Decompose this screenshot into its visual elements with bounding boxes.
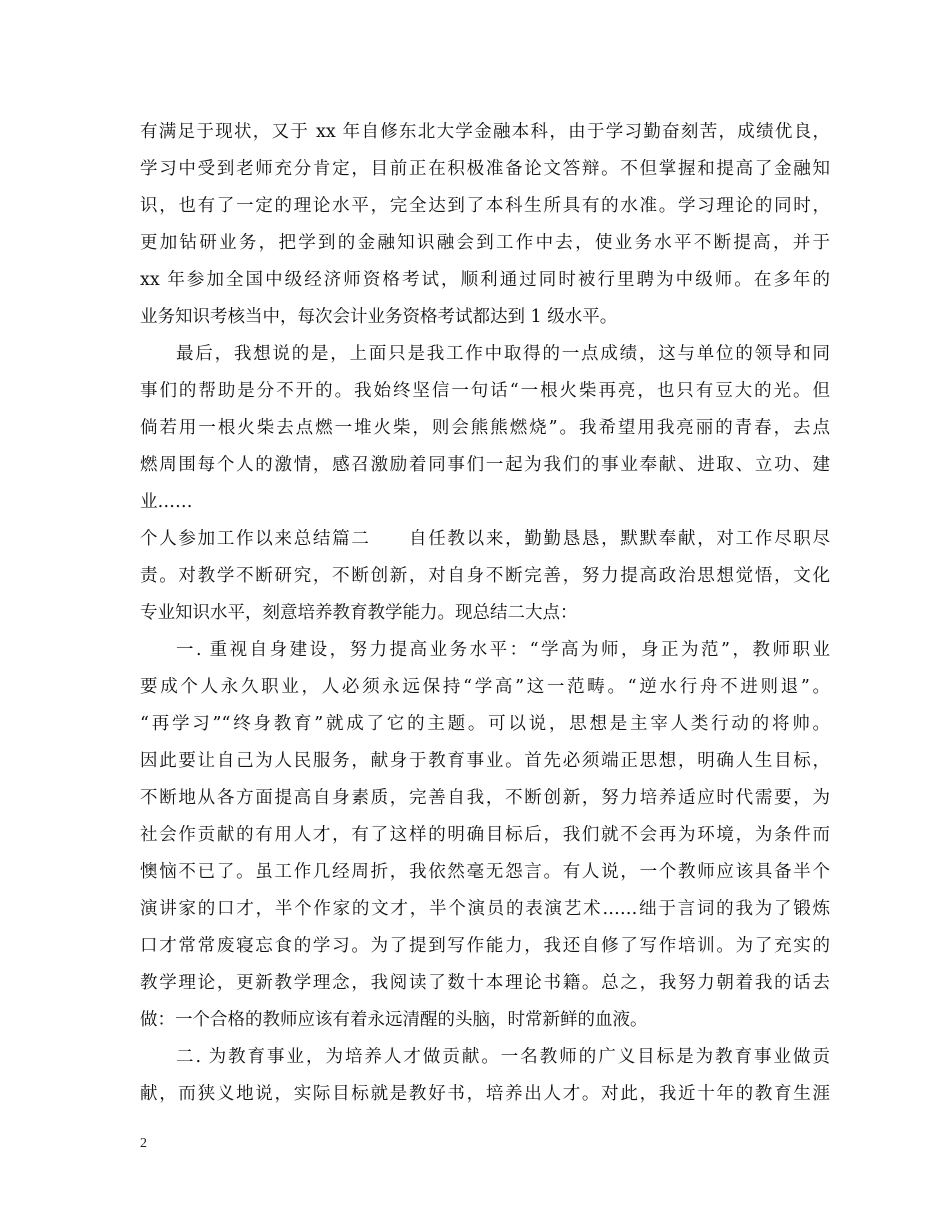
text-line: 因此要让自己为人民服务，献身于教育事业。首先必须端正思想，明确人生目标， [140, 751, 830, 771]
text-line: 二. 为教育事业，为培养人才做贡献。一名教师的广义目标是为教育事业做贡 [176, 1047, 830, 1067]
text-line: 事们的帮助是分不开的。我始终坚信一句话“一根火柴再亮，也只有豆大的光。但 [140, 381, 830, 401]
page-number: 2 [140, 1136, 147, 1151]
text-line: “再学习”“终身教育”就成了它的主题。可以说，思想是主宰人类行动的将帅。 [140, 714, 830, 734]
text-line: 有满足于现状，又于 xx 年自修东北大学金融本科，由于学习勤奋刻苦，成绩优良， [140, 122, 830, 142]
text-line: 燃周围每个人的激情，感召激励着同事们一起为我们的事业奉献、进取、立功、建 [140, 455, 830, 475]
text-line: 责。对教学不断研究，不断创新，对自身不断完善，努力提高政治思想觉悟，文化 [140, 566, 830, 586]
text-line: 社会作贡献的有用人才，有了这样的明确目标后，我们就不会再为环境，为条件而 [140, 825, 830, 845]
text-line: 教学理论，更新教学理念，我阅读了数十本理论书籍。总之，我努力朝着我的话去 [140, 973, 830, 993]
text-line: 更加钻研业务，把学到的金融知识融会到工作中去，使业务水平不断提高，并于 [140, 233, 830, 253]
text-line: 识，也有了一定的理论水平，完全达到了本科生所具有的水准。学习理论的同时， [140, 196, 830, 216]
text-line: xx 年参加全国中级经济师资格考试，顺利通过同时被行里聘为中级师。在多年的 [140, 270, 830, 290]
text-line: 一. 重视自身建设，努力提高业务水平：“学高为师，身正为范”，教师职业 [176, 640, 830, 660]
text-line: 业…… [140, 492, 193, 512]
text-line: 专业知识水平，刻意培养教育教学能力。现总结二大点： [140, 603, 578, 623]
text-line: 口才常常废寝忘食的学习。为了提到写作能力，我还自修了写作培训。为了充实的 [140, 936, 830, 956]
text-line: 要成个人永久职业，人必须永远保持“学高”这一范畴。“逆水行舟不进则退”。 [140, 677, 830, 697]
text-line: 最后，我想说的是，上面只是我工作中取得的一点成绩，这与单位的领导和同 [176, 344, 830, 364]
text-line: 不断地从各方面提高自身素质，完善自我，不断创新，努力培养适应时代需要，为 [140, 788, 830, 808]
text-line: 做：一个合格的教师应该有着永远清醒的头脑，时常新鲜的血液。 [140, 1010, 648, 1030]
text-line: 学习中受到老师充分肯定，目前正在积极准备论文答辩。不但掌握和提高了金融知 [140, 159, 830, 179]
text-line: 献，而狭义地说，实际目标就是教好书，培养出人才。对此，我近十年的教育生涯 [140, 1084, 830, 1104]
text-line: 业务知识考核当中，每次会计业务资格考试都达到 1 级水平。 [140, 307, 618, 327]
text-line: 懊恼不已了。虽工作几经周折，我依然毫无怨言。有人说，一个教师应该具备半个 [140, 862, 830, 882]
section-heading-line: 个人参加工作以来总结篇二 自任教以来，勤勤恳恳，默默奉献，对工作尽职尽 [140, 529, 830, 549]
text-line: 倘若用一根火柴去点燃一堆火柴，则会熊熊燃烧”。我希望用我亮丽的青春，去点 [140, 418, 830, 438]
document-body [140, 114, 830, 1113]
text-line: 演讲家的口才，半个作家的文才，半个演员的表演艺术……绌于言词的我为了锻炼 [140, 899, 830, 919]
